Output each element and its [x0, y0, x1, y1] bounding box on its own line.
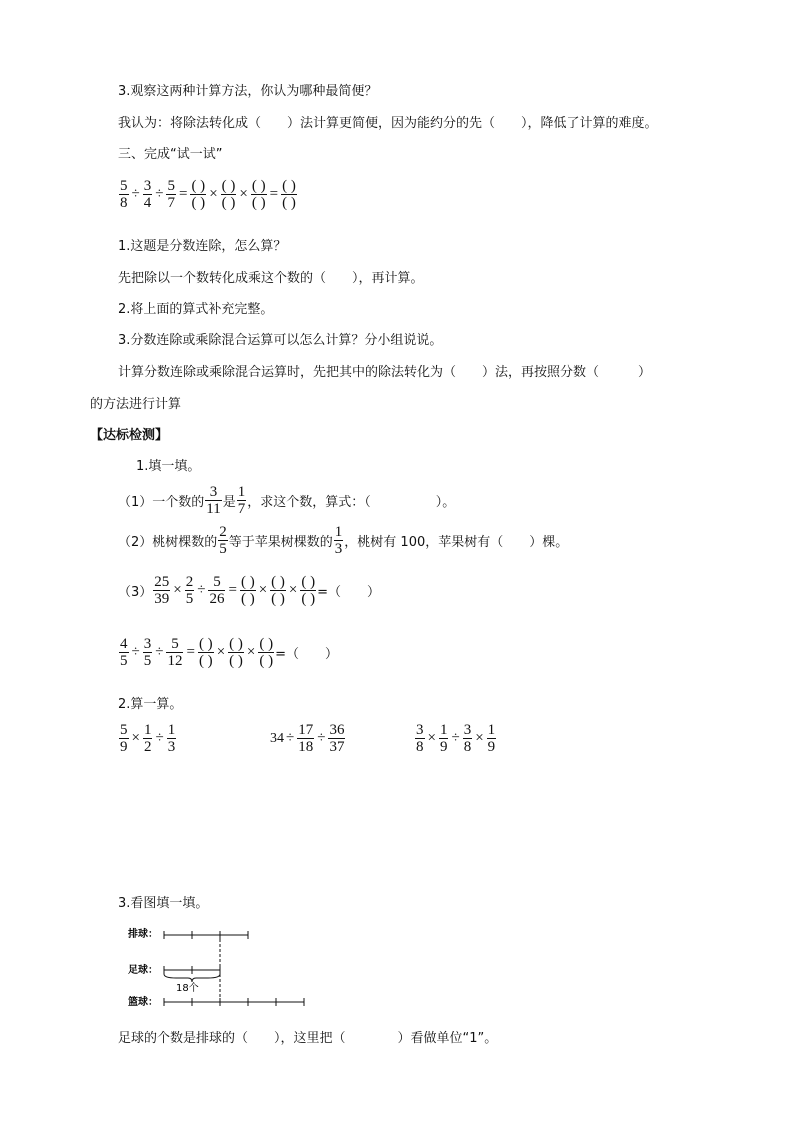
fraction: $\frac{3}{11}$	[206, 484, 221, 517]
label-football: 足球：	[128, 965, 158, 976]
t3-answer-line2: 的方法进行计算	[90, 397, 182, 412]
fraction: $\frac{3}{4}$	[143, 178, 152, 211]
fraction: $\frac{5}{7}$	[167, 178, 175, 211]
brace	[164, 974, 220, 982]
blank-fraction[interactable]: $\frac{( )}{( )}$	[240, 574, 255, 607]
fraction: $\frac{3}{8}$	[416, 722, 424, 755]
blank-fraction[interactable]: $\frac{( )}{( )}$	[301, 574, 316, 607]
t3: 3.分数连除或乘除混合运算可以怎么计算？分小组说说。	[118, 333, 443, 348]
fraction: $\frac{1}{9}$	[487, 722, 496, 755]
calc-expr-1: $\frac{5}{9}$ × $\frac{1}{2}$ ÷ $\frac{1}{3}$	[120, 722, 176, 755]
fraction: $\frac{4}{5}$	[120, 636, 128, 669]
t1: 1.这题是分数连除，怎么算？	[118, 239, 287, 254]
q3-observe: 3.观察这两种计算方法，你认为哪种最简便？	[118, 84, 378, 99]
blank-fraction[interactable]: $\frac{( )}{( )}$	[251, 178, 266, 211]
fill-q4: $\frac{4}{5}$ ÷ $\frac{3}{5}$ ÷ $\frac{5}{12}$ = $\frac{( )}{( )}$ × $\frac{( )}{( )}$ × $\frac{( )}{( )}$ =（ ）	[120, 636, 339, 669]
fill-q1: （1）一个数的 $\frac{3}{11}$ 是 $\frac{1}{7}$ ，求这个数，算式：（ ）。	[118, 484, 456, 517]
fraction: $\frac{3}{8}$	[463, 722, 472, 755]
calc-title: 2.算一算。	[118, 697, 183, 712]
picture-title: 3.看图填一填。	[118, 896, 209, 911]
blank-fraction[interactable]: $\frac{( )}{( )}$	[191, 178, 206, 211]
t3-answer-line1: 计算分数连除或乘除混合运算时，先把其中的除法转化为（ ）法，再按照分数（ ）	[118, 365, 652, 380]
check-title: 【达标检测】	[90, 428, 169, 443]
section3-title: 三、完成“试一试”	[118, 147, 223, 162]
fraction: $\frac{5}{8}$	[120, 178, 128, 211]
fraction: $\frac{1}{3}$	[334, 524, 343, 557]
fraction: $\frac{5}{9}$	[120, 722, 128, 755]
blank-fraction[interactable]: $\frac{( )}{( )}$	[229, 636, 243, 669]
fraction: $\frac{3}{5}$	[143, 636, 152, 669]
q3-answer: 我认为：将除法转化成（ ）法计算更简便，因为能约分的先（ ），降低了计算的难度。	[118, 116, 658, 131]
t2: 2.将上面的算式补充完整。	[118, 302, 274, 317]
label-volleyball: 排球：	[128, 929, 158, 940]
fraction: $\frac{1}{9}$	[439, 722, 448, 755]
trial-expression: $\frac{5}{8}$ ÷ $\frac{3}{4}$ ÷ $\frac{5}{7}$ = $\frac{( )}{( )}$ × $\frac{( )}{( )}$ × $\frac{( )}{( )}$ = $\frac{( )}{( )}$	[120, 178, 296, 211]
segment-diagram	[120, 920, 320, 1015]
brace-label: 18个	[176, 983, 199, 994]
calc-expr-3: $\frac{3}{8}$ × $\frac{1}{9}$ ÷ $\frac{3}{8}$ × $\frac{1}{9}$	[416, 722, 496, 755]
fill-q3: （3） $\frac{25}{39}$ × $\frac{2}{5}$ ÷ $\frac{5}{26}$ = $\frac{( )}{( )}$ × $\frac{( )}{( )}$ × $\frac{( )}{( )}$ =（ ）	[118, 574, 381, 607]
blank-fraction[interactable]: $\frac{( )}{( )}$	[198, 636, 213, 669]
fraction: $\frac{1}{3}$	[167, 722, 176, 755]
picture-answer: 足球的个数是排球的（ ），这里把（ ）看做单位“1”。	[118, 1031, 498, 1046]
t1-answer: 先把除以一个数转化成乘这个数的（ ），再计算。	[118, 271, 424, 286]
label-basketball: 篮球：	[128, 997, 158, 1008]
fill-title: 1.填一填。	[136, 459, 201, 474]
fraction: $\frac{17}{18}$	[298, 722, 314, 755]
fraction: $\frac{25}{39}$	[154, 574, 170, 607]
blank-fraction[interactable]: $\frac{( )}{( )}$	[221, 178, 236, 211]
blank-fraction[interactable]: $\frac{( )}{( )}$	[259, 636, 274, 669]
fill-q2: （2）桃树棵数的 $\frac{2}{5}$ 等于苹果树棵数的 $\frac{1}{3}$ ，桃树有 100，苹果树有（ ）棵。	[118, 524, 569, 557]
fraction: $\frac{2}{5}$	[185, 574, 194, 607]
fraction: $\frac{36}{37}$	[329, 722, 345, 755]
fraction: $\frac{1}{2}$	[143, 722, 152, 755]
fraction: $\frac{5}{12}$	[167, 636, 183, 669]
fraction: $\frac{1}{7}$	[237, 484, 246, 517]
fraction: $\frac{2}{5}$	[219, 524, 227, 557]
blank-fraction[interactable]: $\frac{( )}{( )}$	[271, 574, 285, 607]
calc-expr-2: 34 ÷ $\frac{17}{18}$ ÷ $\frac{36}{37}$	[270, 722, 345, 755]
fraction: $\frac{5}{26}$	[209, 574, 225, 607]
blank-fraction[interactable]: $\frac{( )}{( )}$	[282, 178, 296, 211]
